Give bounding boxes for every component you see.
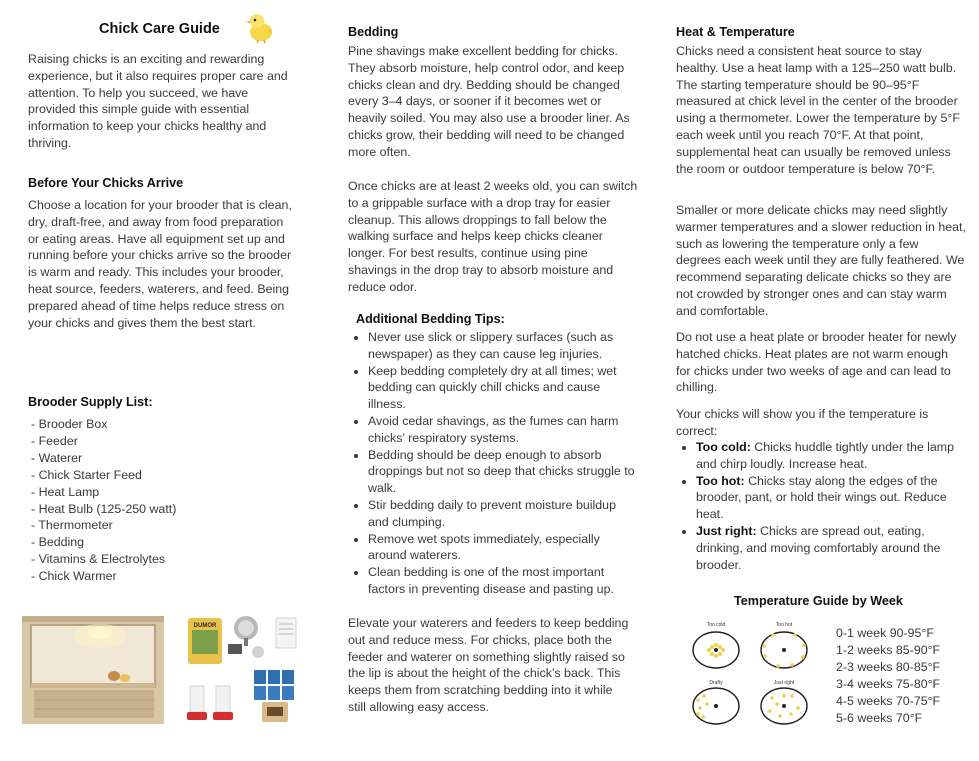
supply-heading: Brooder Supply List:	[28, 395, 153, 409]
brooder-box-image	[22, 616, 164, 726]
diagram-label: Too hot	[775, 622, 793, 628]
list-item: - Vitamins & Electrolytes	[31, 551, 176, 568]
intro-text: Raising chicks is an exciting and rewarding experience, but it also requires proper care and attention. To help you succeed, we have provided this simple guide with essential information to keep your chicks healthy and thriving.	[28, 52, 288, 150]
diagram-label: Too cold	[706, 622, 726, 628]
heat-text-1: Chicks need a consistent heat source to stay healthy. Use a heat lamp with a 125–250 watt bulb. The starting temperature should be 90–95°F measured at chick level in the center of the brooder using a thermometer. Lower the temperature by 5°F each week until you reach 70°F. At that point, supplemental heat can usually be removed unless the room or outdoor temperature is below 70°F.	[676, 44, 960, 176]
list-item: - Chick Starter Feed	[31, 467, 176, 484]
list-item: 0-1 week 90-95°F	[836, 626, 934, 640]
list-item: - Feeder	[31, 433, 176, 450]
weekly-temperature-list	[836, 625, 940, 726]
page-title: Chick Care Guide	[99, 21, 220, 37]
list-item: • Keep bedding completely dry at all times; wet bedding can quickly chill chicks and cause illness.	[368, 363, 638, 413]
list-item: 3-4 weeks 75-80°F	[836, 676, 941, 691]
list-item: - Heat Bulb (125-250 watt)	[31, 501, 176, 518]
list-item: • Never use slick or slippery surfaces (such as newspaper) as they can cause leg injuries.	[368, 329, 638, 363]
list-item: • Too hot: Chicks stay along the edges of the brooder, pant, or hold their wings out. Reduce heat.	[696, 473, 961, 523]
list-item: • Avoid cedar shavings, as the fumes can harm chicks’ respiratory systems.	[368, 413, 638, 447]
list-item: - Chick Warmer	[31, 568, 176, 585]
list-item: - Brooder Box	[31, 416, 176, 433]
before-text: Choose a location for your brooder that is clean, dry, draft-free, and away from food preparation or eating areas. Have all equipment set up and running before your chicks arrive so the brooder is warm and ready. This includes your brooder, heat source, feeders, waterers, and feed. Being prepared ahead of time helps reduce stress on your chicks and gives them the best start.	[28, 198, 292, 330]
bedding-text-1: Pine shavings make excellent bedding for chicks. They absorb moisture, help control odor, and keep chicks clean and dry. Bedding should be changed every 3–4 days, or sooner if it becomes wet or heavily soiled. You may also use a brooder liner. As chicks grow, their bedding will need to be changed more often.	[348, 44, 630, 159]
list-item: 2-3 weeks 80-85°F	[836, 659, 941, 674]
product-label: DUMOR	[193, 623, 217, 629]
supply-list	[31, 416, 176, 585]
bedding-heading: Bedding	[348, 25, 399, 39]
list-item: • Bedding should be deep enough to absorb droppings but not so deep that chicks struggle to walk.	[368, 447, 638, 497]
bedding-text-3: Elevate your waterers and feeders to keep bedding out and reduce mess. For chicks, place both the feeder and waterer on something slightly raised so the lip is about the height of the chick’s back. This keeps them from scratching bedding into it while still allowing easy access.	[348, 616, 629, 714]
diagram-too-cold	[693, 622, 739, 668]
diagram-drafty	[693, 680, 739, 724]
supplies-image	[184, 614, 302, 726]
heat-text-4: Your chicks will show you if the temperature is correct:	[676, 407, 929, 438]
list-item: • Just right: Chicks are spread out, eating, drinking, and moving comfortably around the brooder.	[696, 523, 961, 573]
list-item: 4-5 weeks 70-75°F	[836, 693, 941, 708]
list-item: 1-2 weeks 85-90°F	[836, 642, 941, 657]
list-item: • Stir bedding daily to prevent moisture buildup and clumping.	[368, 497, 638, 531]
diagram-label: Just right	[773, 680, 795, 686]
chick-behavior-diagram	[688, 616, 828, 726]
heat-text-3: Do not use a heat plate or brooder heater for newly hatched chicks. Heat plates are not warm enough for chicks under two weeks of age and can lead to chilling.	[676, 330, 957, 395]
list-item: - Thermometer	[31, 517, 176, 534]
list-item: • Too cold: Chicks huddle tightly under the lamp and chirp loudly. Increase heat.	[696, 439, 961, 473]
tips-heading: Additional Bedding Tips:	[356, 312, 505, 326]
temperature-signs	[676, 439, 961, 573]
list-item: - Bedding	[31, 534, 176, 551]
list-item: • Remove wet spots immediately, especially around waterers.	[368, 531, 638, 565]
list-item: - Heat Lamp	[31, 484, 176, 501]
chick-icon	[243, 10, 277, 44]
list-item: - Waterer	[31, 450, 176, 467]
list-item: • Clean bedding is one of the most important factors in preventing disease and pasting up.	[368, 564, 638, 598]
bedding-text-2: Once chicks are at least 2 weeks old, you can switch to a grippable surface with a drop tray for easier cleanup. This allows droppings to fall below the walking surface and helps keep chicks cleaner longer. For best results, continue using pine shavings in the drop tray to absorb moisture and reduce odor.	[348, 179, 638, 294]
heat-text-2: Smaller or more delicate chicks may need slightly warmer temperatures and a slower reduction in heat, such as lowering the temperature only a few degrees each week until they are fully feathered. We recommend separating delicate chicks so they are not crowded by stronger ones and can stay warm and comfortable.	[676, 203, 966, 318]
heat-heading: Heat & Temperature	[676, 25, 795, 39]
diagram-label: Drafty	[709, 680, 723, 686]
list-item: 5-6 weeks 70°F	[836, 710, 923, 725]
before-heading: Before Your Chicks Arrive	[28, 176, 184, 190]
tips-list	[348, 329, 638, 598]
temperature-guide-title: Temperature Guide by Week	[734, 594, 903, 608]
diagram-too-hot	[761, 622, 807, 668]
diagram-just-right	[761, 680, 807, 724]
